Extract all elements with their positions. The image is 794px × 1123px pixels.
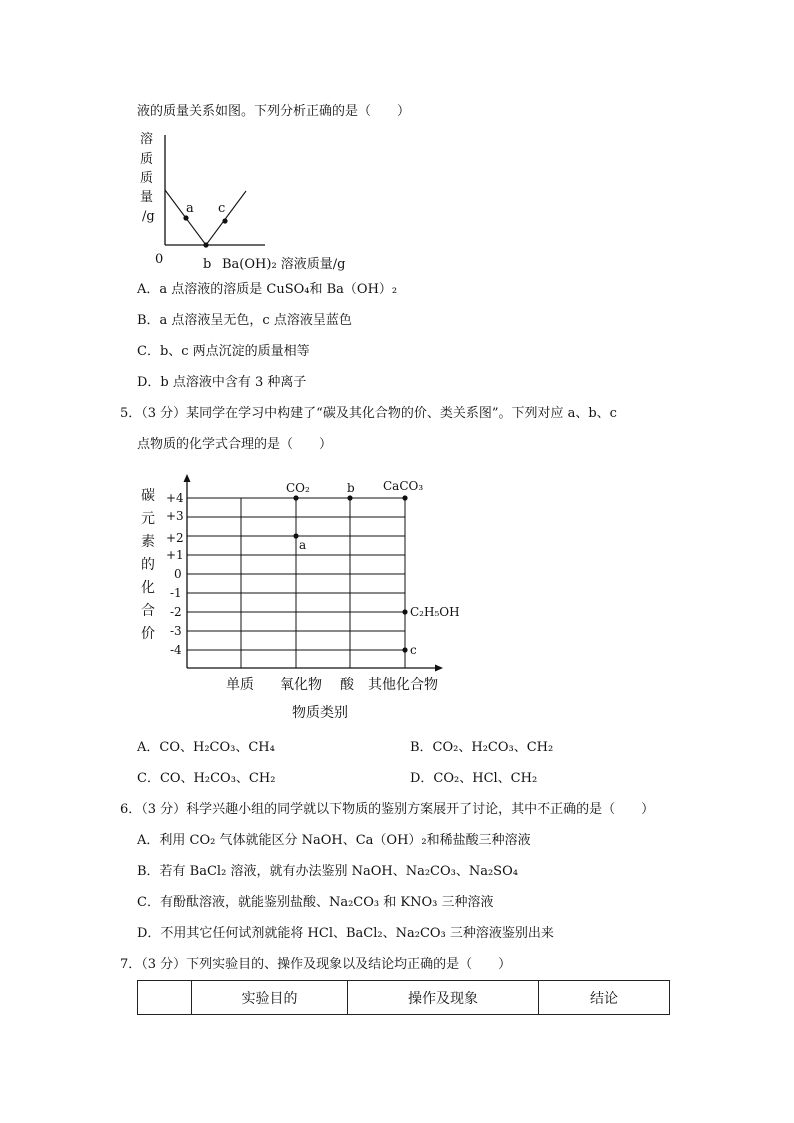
q5-label-a: a bbox=[299, 538, 307, 552]
q4-origin-label: 0 bbox=[155, 252, 164, 267]
q5-option-b: B．CO₂、H₂CO₃、CH₂ bbox=[410, 740, 554, 755]
q5-point-co2 bbox=[293, 495, 298, 500]
q5-ylabel bbox=[141, 488, 155, 642]
q7-header-cell: 结论 bbox=[539, 981, 670, 1015]
q5-chart bbox=[130, 470, 490, 730]
q4-ylabel-char: 量 bbox=[140, 190, 154, 205]
q4-curve bbox=[165, 190, 246, 245]
q4-label-a: a bbox=[186, 201, 194, 216]
q5-category: 酸 bbox=[340, 677, 354, 693]
q5-y-arrow bbox=[184, 474, 191, 482]
q5-ytick: +1 bbox=[166, 548, 184, 562]
q5-yticks bbox=[166, 491, 184, 657]
q5-x-arrow bbox=[435, 665, 443, 672]
q6-option-b: B．若有 BaCl₂ 溶液，就有办法鉴别 NaOH、Na₂CO₃、Na₂SO₄ bbox=[137, 864, 518, 879]
q5-label-b: b bbox=[347, 481, 355, 495]
q7-header-cell bbox=[138, 981, 192, 1015]
q5-category: 氧化物 bbox=[280, 677, 322, 693]
q5-ylabel-char: 价 bbox=[141, 626, 155, 642]
q5-point-caco3 bbox=[402, 495, 407, 500]
q4-graph bbox=[130, 125, 390, 275]
q5-option-d: D．CO₂、HCl、CH₂ bbox=[410, 771, 538, 786]
q4-option-b: B．a 点溶液呈无色，c 点溶液呈蓝色 bbox=[137, 313, 352, 328]
q7-table bbox=[137, 980, 670, 1015]
q5-ylabel-char: 元 bbox=[141, 511, 155, 527]
q5-point-b bbox=[347, 495, 352, 500]
q4-label-c: c bbox=[218, 201, 226, 216]
q5-ytick: 0 bbox=[174, 567, 182, 581]
q5-ylabel-char: 碳 bbox=[141, 488, 155, 504]
q5-ylabel-char: 合 bbox=[141, 603, 155, 619]
q5-label-co2: CO₂ bbox=[286, 481, 310, 495]
q5-ytick: +2 bbox=[166, 531, 184, 545]
q5-ytick: +4 bbox=[166, 491, 184, 505]
q4-point-b bbox=[203, 242, 208, 247]
q5-point-c2h5oh bbox=[402, 609, 407, 614]
q5-category: 单质 bbox=[226, 677, 254, 693]
q4-ylabel-char: 质 bbox=[140, 152, 154, 167]
q4-point-a bbox=[183, 215, 188, 220]
q5-stem-line2: 点物质的化学式合理的是（ ） bbox=[137, 437, 333, 452]
q5-label-caco3: CaCO₃ bbox=[383, 479, 424, 493]
q5-category: 其他化合物 bbox=[368, 677, 438, 693]
q5-stem-line1: 5．（3 分）某同学在学习中构建了“碳及其化合物的价、类关系图”。下列对应 a、b、c bbox=[120, 406, 617, 421]
q5-x-label: 物质类别 bbox=[292, 705, 348, 721]
q6-option-c: C．有酚酞溶液，就能鉴别盐酸、Na₂CO₃ 和 KNO₃ 三种溶液 bbox=[137, 895, 494, 910]
q4-option-c: C．b、c 两点沉淀的质量相等 bbox=[137, 344, 310, 359]
q4-option-a: A．a 点溶液的溶质是 CuSO₄和 Ba（OH）₂ bbox=[137, 282, 398, 297]
q5-categories bbox=[226, 676, 438, 693]
q4-ylabel-char: 质 bbox=[140, 171, 154, 186]
q5-label-c2h5oh: C₂H₅OH bbox=[410, 605, 460, 619]
q5-ytick: -4 bbox=[170, 643, 182, 657]
table-row bbox=[138, 981, 670, 1015]
q4-ylabel-char: /g bbox=[142, 209, 155, 224]
q5-ytick: +3 bbox=[166, 509, 184, 523]
q5-ylabel-char: 化 bbox=[141, 580, 155, 596]
q4-ylabel bbox=[140, 131, 155, 224]
q5-ylabel-char: 素 bbox=[141, 534, 155, 550]
q4-x-label: Ba(OH)₂ 溶液质量/g bbox=[222, 257, 346, 272]
q4-stem-tail: 液的质量关系如图。下列分析正确的是（ ） bbox=[137, 104, 411, 119]
q4-point-c bbox=[222, 218, 227, 223]
q5-option-a: A．CO、H₂CO₃、CH₄ bbox=[137, 740, 275, 755]
q5-point-a bbox=[293, 533, 298, 538]
q5-label-c: c bbox=[410, 643, 417, 657]
q4-ylabel-char: 溶 bbox=[140, 132, 154, 147]
q7-header-cell: 实验目的 bbox=[192, 981, 348, 1015]
q6-stem: 6．（3 分）科学兴趣小组的同学就以下物质的鉴别方案展开了讨论，其中不正确的是（ ） bbox=[120, 802, 655, 817]
q5-ytick: -3 bbox=[170, 624, 182, 638]
q5-ytick: -2 bbox=[170, 605, 182, 619]
q5-point-c bbox=[402, 647, 407, 652]
q6-option-a: A．利用 CO₂ 气体就能区分 NaOH、Ca（OH）₂和稀盐酸三种溶液 bbox=[137, 833, 531, 848]
q7-stem: 7．（3 分）下列实验目的、操作及现象以及结论均正确的是（ ） bbox=[120, 957, 512, 972]
q4-option-d: D．b 点溶液中含有 3 种离子 bbox=[137, 375, 307, 390]
q7-header-cell: 操作及现象 bbox=[348, 981, 539, 1015]
q6-option-d: D．不用其它任何试剂就能将 HCl、BaCl₂、Na₂CO₃ 三种溶液鉴别出来 bbox=[137, 926, 554, 941]
q5-option-c: C．CO、H₂CO₃、CH₂ bbox=[137, 771, 276, 786]
q5-ytick: -1 bbox=[170, 586, 182, 600]
q5-ylabel-char: 的 bbox=[141, 557, 155, 573]
q4-label-b: b bbox=[203, 257, 212, 272]
